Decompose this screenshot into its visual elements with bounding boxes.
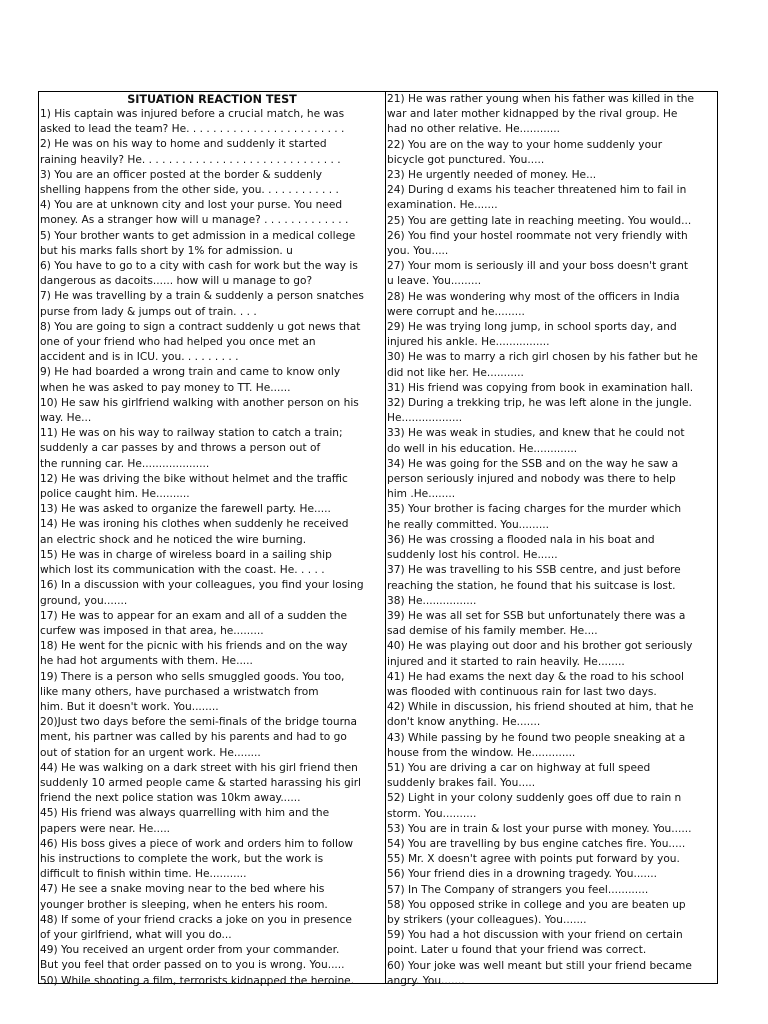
- question-line: person seriously injured and nobody was there to help: [387, 473, 676, 486]
- question-line: He..................: [387, 412, 463, 425]
- question-line: 56) Your friend dies in a drowning tragedy. You.......: [387, 868, 658, 881]
- question-line: friend the next police station was 10km away......: [40, 792, 301, 805]
- question-line: 4) You are at unknown city and lost your purse. You need: [40, 199, 343, 212]
- question-line: 53) You are in train & lost your purse with money. You......: [387, 822, 692, 835]
- question-line: 9) He had boarded a wrong train and came to know only: [40, 366, 341, 379]
- question-line: shelling happens from the other side, you. . . . . . . . . . . .: [40, 184, 339, 197]
- question-line: money. As a stranger how will u manage? . . . . . . . . . . . . .: [40, 214, 349, 227]
- question-line: 60) Your joke was well meant but still your friend became: [387, 959, 692, 972]
- question-line: 46) His boss gives a piece of work and orders him to follow: [40, 837, 354, 850]
- question-line: 41) He had exams the next day & the road to his school: [387, 670, 684, 683]
- question-line: 16) In a discussion with your colleagues, you find your losing: [40, 579, 364, 592]
- question-line: 8) You are going to sign a contract suddenly u got news that: [40, 320, 361, 333]
- question-line: 40) He was playing out door and his brother got seriously: [387, 640, 693, 653]
- question-line: but his marks falls short by 1% for admission. u: [40, 244, 293, 257]
- question-line: out of station for an urgent work. He........: [40, 746, 261, 759]
- question-line: him .He........: [387, 488, 456, 501]
- question-line: angry. You.......: [387, 974, 465, 987]
- question-line: accident and is in ICU. you. . . . . . . . .: [40, 351, 239, 364]
- question-line: ground, you.......: [40, 594, 128, 607]
- question-line: injured his ankle. He................: [387, 336, 550, 349]
- question-line: which lost its communication with the coast. He. . . . .: [40, 564, 325, 577]
- question-line: But you feel that order passed on to you is wrong. You.....: [40, 959, 345, 972]
- question-line: 23) He urgently needed of money. He...: [387, 169, 597, 182]
- question-line: 59) You had a hot discussion with your friend on certain: [387, 929, 683, 942]
- right-column: [386, 92, 719, 989]
- question-line: house from the window. He.............: [387, 746, 576, 759]
- question-line: curfew was imposed in that area, he.........: [40, 624, 264, 637]
- question-line: 47) He see a snake moving near to the bed where his: [40, 883, 325, 896]
- question-line: 30) He was to marry a rich girl chosen by his father but he: [387, 351, 698, 364]
- question-line: 2) He was on his way to home and suddenly it started: [40, 138, 327, 151]
- question-line: 10) He saw his girlfriend walking with another person on his: [40, 396, 359, 409]
- question-line: storm. You..........: [387, 807, 477, 820]
- question-line: 57) In The Company of strangers you feel............: [387, 883, 649, 896]
- question-line: examination. He.......: [387, 199, 498, 212]
- question-line: younger brother is sleeping, when he enters his room.: [40, 898, 328, 911]
- question-line: police caught him. He..........: [40, 488, 190, 501]
- question-line: suddenly brakes fail. You.....: [387, 777, 536, 790]
- question-line: one of your friend who had helped you once met an: [40, 336, 316, 349]
- question-line: do well in his education. He.............: [387, 442, 578, 455]
- question-line: 51) You are driving a car on highway at full speed: [387, 761, 651, 774]
- question-line: 43) While passing by he found two people sneaking at a: [387, 731, 686, 744]
- question-line: way. He...: [40, 412, 92, 425]
- question-line: 33) He was weak in studies, and knew that he could not: [387, 427, 685, 440]
- question-line: bicycle got punctured. You.....: [387, 153, 545, 166]
- question-line: 22) You are on the way to your home suddenly your: [387, 138, 663, 151]
- question-line: 18) He went for the picnic with his friends and on the way: [40, 640, 348, 653]
- question-line: 25) You are getting late in reaching meeting. You would...: [387, 214, 692, 227]
- question-line: 58) You opposed strike in college and you are beaten up: [387, 898, 686, 911]
- question-line: 21) He was rather young when his father was killed in the: [387, 93, 694, 105]
- question-line: 32) During a trekking trip, he was left alone in the jungle.: [387, 397, 692, 410]
- question-line: 3) You are an officer posted at the border & suddenly: [40, 168, 323, 181]
- question-line: 19) There is a person who sells smuggled goods. You too,: [40, 670, 345, 683]
- question-line: injured and it started to rain heavily. He........: [387, 655, 625, 668]
- page-title: SITUATION REACTION TEST: [127, 93, 297, 106]
- right-questions: [386, 92, 719, 989]
- question-line: 34) He was going for the SSB and on the way he saw a: [387, 457, 679, 470]
- question-line: was flooded with continuous rain for last two days.: [387, 685, 657, 698]
- question-line: point. Later u found that your friend was correct.: [387, 944, 647, 957]
- question-line: an electric shock and he noticed the wire burning.: [40, 533, 307, 546]
- question-line: 35) Your brother is facing charges for the murder which: [387, 503, 682, 516]
- question-line: he had hot arguments with them. He.....: [40, 655, 253, 668]
- question-line: 15) He was in charge of wireless board in a sailing ship: [40, 548, 332, 561]
- question-line: 20)Just two days before the semi-finals of the bridge tourna: [40, 716, 357, 729]
- question-line: reaching the station, he found that his suitcase is lost.: [387, 579, 676, 592]
- question-line: his instructions to complete the work, but the work is: [40, 852, 324, 865]
- question-line: 11) He was on his way to railway station to catch a train;: [40, 427, 343, 440]
- question-line: suddenly a car passes by and throws a person out of: [40, 442, 321, 455]
- question-line: 55) Mr. X doesn't agree with points put forward by you.: [387, 853, 680, 866]
- question-line: 6) You have to go to a city with cash for work but the way is: [40, 260, 358, 273]
- question-line: difficult to finish within time. He...........: [40, 868, 247, 881]
- question-line: suddenly 10 armed people came & started harassing his girl: [40, 776, 361, 789]
- question-line: had no other relative. He............: [387, 123, 561, 136]
- question-line: you. You.....: [387, 245, 449, 258]
- question-line: 5) Your brother wants to get admission in a medical college: [40, 229, 356, 242]
- question-line: don't know anything. He.......: [387, 716, 541, 729]
- question-line: he really committed. You.........: [387, 518, 549, 531]
- question-line: 42) While in discussion, his friend shouted at him, that he: [387, 701, 694, 714]
- question-line: 13) He was asked to organize the farewell party. He.....: [40, 503, 331, 516]
- left-column: [39, 92, 385, 989]
- question-line: ment, his partner was called by his parents and had to go: [40, 731, 347, 744]
- question-line: like many others, have purchased a wristwatch from: [40, 685, 319, 698]
- question-line: 14) He was ironing his clothes when suddenly he received: [40, 518, 349, 531]
- question-line: 49) You received an urgent order from your commander.: [40, 944, 340, 957]
- question-line: dangerous as dacoits...... how will u manage to go?: [40, 275, 313, 288]
- test-sheet: [38, 91, 718, 987]
- question-line: 48) If some of your friend cracks a joke on you in presence: [40, 913, 352, 926]
- question-line: 27) Your mom is seriously ill and your boss doesn't grant: [387, 260, 689, 273]
- question-line: 17) He was to appear for an exam and all of a sudden the: [40, 609, 347, 622]
- left-questions: [39, 107, 385, 989]
- question-line: 38) He................: [387, 594, 477, 607]
- question-line: 12) He was driving the bike without helmet and the traffic: [40, 472, 348, 485]
- question-line: raining heavily? He. . . . . . . . . . . . . . . . . . . . . . . . . . . . . .: [40, 153, 341, 166]
- question-line: 50) While shooting a film, terrorists kidnapped the heroine.: [40, 974, 355, 987]
- question-line: 37) He was travelling to his SSB centre, and just before: [387, 564, 681, 577]
- question-line: asked to lead the team? He. . . . . . . . . . . . . . . . . . . . . . . .: [40, 123, 345, 136]
- question-line: 26) You find your hostel roommate not very friendly with: [387, 229, 688, 242]
- question-line: 36) He was crossing a flooded nala in his boat and: [387, 533, 655, 546]
- question-line: 44) He was walking on a dark street with his girl friend then: [40, 761, 358, 774]
- question-line: suddenly lost his control. He......: [387, 549, 558, 562]
- question-line: 28) He was wondering why most of the officers in India: [387, 290, 680, 303]
- question-line: 52) Light in your colony suddenly goes off due to rain n: [387, 792, 682, 805]
- question-line: 29) He was trying long jump, in school sports day, and: [387, 321, 677, 334]
- question-line: u leave. You.........: [387, 275, 482, 288]
- question-line: 7) He was travelling by a train & suddenly a person snatches: [40, 290, 364, 303]
- question-line: 24) During d exams his teacher threatened him to fail in: [387, 184, 687, 197]
- question-line: sad demise of his family member. He....: [387, 625, 598, 638]
- question-line: 1) His captain was injured before a crucial match, he was: [40, 108, 345, 120]
- question-line: 54) You are travelling by bus engine catches fire. You.....: [387, 837, 686, 850]
- question-line: papers were near. He.....: [40, 822, 171, 835]
- question-line: when he was asked to pay money to TT. He......: [40, 381, 291, 394]
- question-line: 45) His friend was always quarrelling with him and the: [40, 807, 330, 820]
- question-line: by strikers (your colleagues). You.......: [387, 913, 587, 926]
- question-line: the running car. He....................: [40, 457, 210, 470]
- question-line: war and later mother kidnapped by the rival group. He: [387, 108, 678, 121]
- question-line: of your girlfriend, what will you do...: [40, 928, 232, 941]
- question-line: were corrupt and he.........: [387, 305, 525, 318]
- question-line: 31) His friend was copying from book in examination hall.: [387, 381, 694, 394]
- question-line: 39) He was all set for SSB but unfortunately there was a: [387, 609, 686, 622]
- question-line: him. But it doesn't work. You........: [40, 700, 219, 713]
- question-line: purse from lady & jumps out of train. . . .: [40, 305, 257, 318]
- question-line: did not like her. He...........: [387, 366, 524, 379]
